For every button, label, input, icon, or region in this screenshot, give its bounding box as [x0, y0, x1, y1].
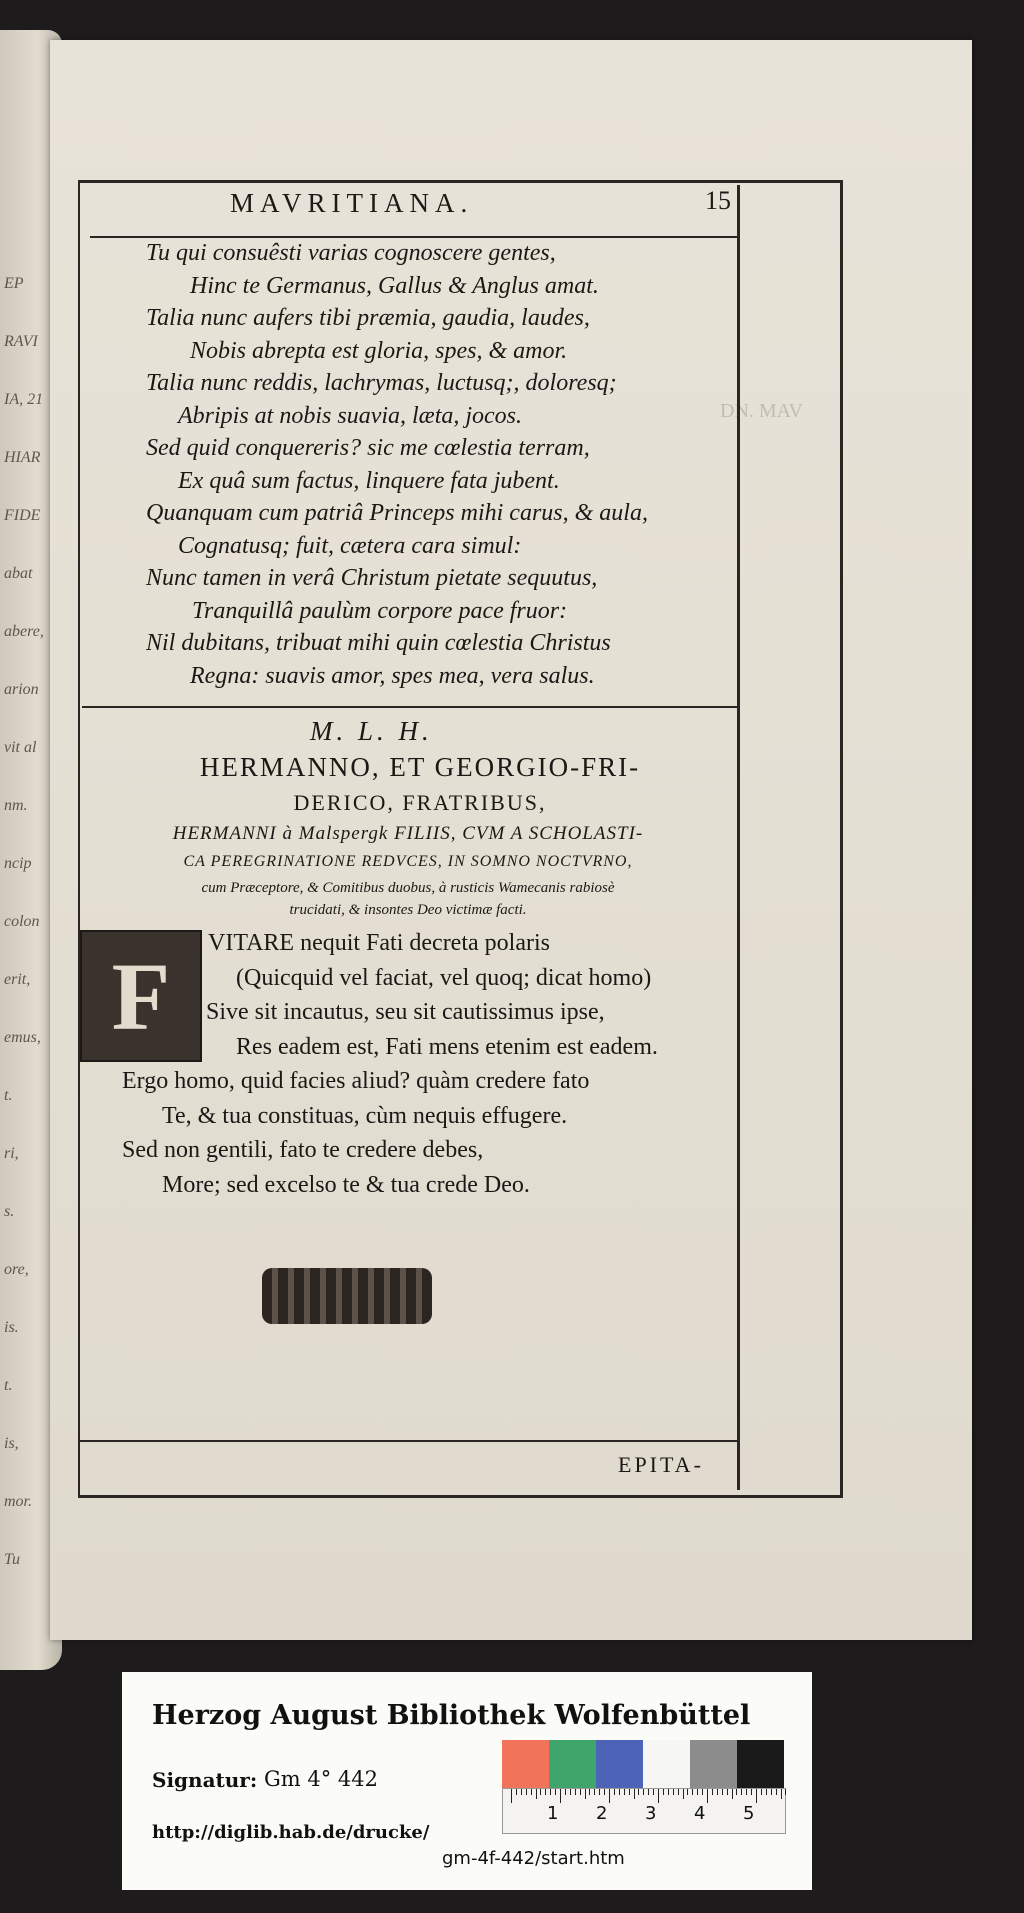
ruler-tick — [604, 1789, 605, 1795]
color-swatch — [549, 1740, 596, 1788]
ruler-tick — [781, 1789, 782, 1799]
ruler-tick — [756, 1789, 757, 1803]
dedication-line-4: CA PEREGRINATIONE REDVCES, IN SOMNO NOCTVRNO, — [183, 853, 633, 870]
ruler-tick — [687, 1789, 688, 1795]
ruler-tick — [511, 1789, 512, 1803]
ruler-tick — [580, 1789, 581, 1795]
poem-one-line: Talia nunc reddis, lachrymas, luctusq;, doloresq; — [146, 370, 617, 396]
ruler-tick — [540, 1789, 541, 1795]
left-page-fragment: colon — [4, 913, 40, 930]
ruler-tick — [516, 1789, 517, 1795]
ruler-tick — [678, 1789, 679, 1795]
ruler-tick — [771, 1789, 772, 1795]
ruler-tick — [732, 1789, 733, 1799]
section-divider — [82, 706, 738, 708]
ruler-tick — [712, 1789, 713, 1795]
ruler-tick — [609, 1789, 610, 1803]
ruler-tick — [727, 1789, 728, 1795]
dedication-line-6: trucidati, & insontes Deo victimæ facti. — [289, 902, 527, 918]
poem-two-line: Te, & tua constituas, cùm nequis effugere. — [162, 1102, 568, 1129]
url-line-2: gm-4f-442/start.htm — [442, 1848, 625, 1869]
ruler-tick — [785, 1789, 786, 1795]
ruler-tick — [560, 1789, 561, 1803]
ruler-tick — [594, 1789, 595, 1795]
ruler-number: 4 — [694, 1803, 706, 1824]
poem-two-line: Res eadem est, Fati mens etenim est eadem. — [236, 1033, 658, 1060]
left-page-fragment: HIAR — [4, 449, 41, 466]
poem-two-line: Sive sit incautus, seu sit cautissimus ipse, — [206, 999, 605, 1025]
left-page-fragment: Tu — [4, 1551, 21, 1568]
ruler-tick — [751, 1789, 752, 1795]
ruler-tick — [717, 1789, 718, 1795]
poem-one-line: Sed quid conquereris? sic me cœlestia terram, — [146, 435, 590, 461]
left-page-fragment: EP — [4, 275, 24, 292]
ruler-number: 5 — [743, 1803, 755, 1824]
ruler-tick — [741, 1789, 742, 1795]
poem-one-line: Ex quâ sum factus, linquere fata jubent. — [178, 467, 560, 494]
color-calibration-strip — [502, 1740, 784, 1788]
page-number: 15 — [705, 186, 731, 215]
ruler-tick — [521, 1789, 522, 1795]
ruler-tick — [653, 1789, 654, 1795]
bleed-through-text: DN. MAV — [720, 400, 803, 422]
ruler-tick — [746, 1789, 747, 1795]
left-page-fragment: t. — [4, 1377, 13, 1394]
left-page-fragment: IA, 21 — [4, 391, 44, 408]
left-page-fragment: abat — [4, 565, 33, 582]
poem-two-line: More; sed excelso te & tua crede Deo. — [162, 1171, 530, 1198]
ruler-tick — [683, 1789, 684, 1799]
ruler-tick — [638, 1789, 639, 1795]
ruler-tick — [536, 1789, 537, 1799]
poem-two-line: (Quicquid vel faciat, vel quoq; dicat homo) — [236, 964, 652, 991]
poem-one-line: Tranquillâ paulùm corpore pace fruor: — [192, 597, 568, 624]
url-line-1: http://diglib.hab.de/drucke/ — [152, 1822, 430, 1843]
ruler-tick — [555, 1789, 556, 1795]
left-page-fragment: is. — [4, 1319, 19, 1336]
color-swatch — [737, 1740, 784, 1788]
ruler-tick — [585, 1789, 586, 1799]
poem-one-line: Tu qui consuêsti varias cognoscere gentes, — [146, 240, 556, 266]
ruler-tick — [668, 1789, 669, 1795]
color-swatch — [502, 1740, 549, 1788]
poem-one-line: Regna: suavis amor, spes mea, vera salus. — [190, 662, 595, 689]
running-title: MAVRITIANA. — [230, 188, 474, 218]
color-swatch — [596, 1740, 643, 1788]
ruler-tick — [526, 1789, 527, 1795]
poem-one-line: Nobis abrepta est gloria, spes, & amor. — [190, 337, 568, 364]
poem-one-line: Cognatusq; fuit, cætera cara simul: — [178, 532, 522, 559]
left-page-fragment: is, — [4, 1435, 19, 1452]
dedication-initials: M. L. H. — [310, 716, 433, 746]
frame-inner-rule — [737, 185, 740, 1490]
poem-one-line: Nunc tamen in verâ Christum pietate sequutus, — [146, 565, 598, 591]
ruler-tick — [629, 1789, 630, 1795]
footer-rule — [80, 1440, 738, 1442]
ruler-number: 3 — [645, 1803, 657, 1824]
library-name: Herzog August Bibliothek Wolfenbüttel — [152, 1700, 751, 1731]
left-page-fragment: mor. — [4, 1493, 33, 1510]
poem-one-line: Abripis at nobis suavia, læta, jocos. — [178, 402, 523, 429]
signatur-value: Gm 4° 442 — [264, 1767, 378, 1791]
ruler-tick — [766, 1789, 767, 1795]
left-page-fragment: ri, — [4, 1145, 19, 1162]
ruler-number: 2 — [596, 1803, 608, 1824]
left-page-fragment: ore, — [4, 1261, 29, 1278]
signatur-label: Signatur: — [152, 1768, 258, 1792]
left-page-fragment: arion — [4, 681, 39, 698]
ruler-tick — [707, 1789, 708, 1803]
ruler-tick — [761, 1789, 762, 1795]
poem-two-line: Sed non gentili, fato te credere debes, — [122, 1137, 484, 1163]
left-page-fragment: s. — [4, 1203, 15, 1220]
poem-one-line: Quanquam cum patriâ Princeps mihi carus, & aula, — [146, 500, 648, 526]
poem-two-line: Ergo homo, quid facies aliud? quàm credere fato — [122, 1068, 590, 1094]
poem-one-line: Hinc te Germanus, Gallus & Anglus amat. — [190, 272, 599, 299]
left-page-fragment: vit al — [4, 739, 37, 756]
ruler-tick — [663, 1789, 664, 1795]
ruler-tick — [692, 1789, 693, 1795]
dedication-line-5: cum Præceptore, & Comitibus duobus, à rusticis Wamecanis rabiosè — [201, 880, 615, 896]
printers-ornament — [262, 1268, 432, 1324]
ruler-tick — [702, 1789, 703, 1795]
poem-one-line: Nil dubitans, tribuat mihi quin cœlestia Christus — [146, 630, 611, 656]
catchword: EPITA- — [618, 1452, 704, 1477]
left-page-fragment: t. — [4, 1087, 13, 1104]
left-page-fragment: abere, — [4, 623, 44, 640]
dedication-line-2: DERICO, FRATRIBUS, — [293, 790, 547, 815]
ruler-tick — [531, 1789, 532, 1795]
ruler-tick — [545, 1789, 546, 1795]
ruler-tick — [634, 1789, 635, 1799]
left-page-fragment: nm. — [4, 797, 28, 814]
ruler-tick — [570, 1789, 571, 1795]
ruler-tick — [643, 1789, 644, 1795]
left-page-fragment: emus, — [4, 1029, 41, 1046]
measurement-ruler — [502, 1788, 786, 1834]
ruler-number: 1 — [547, 1803, 559, 1824]
left-page-fragment: erit, — [4, 971, 31, 988]
left-page-fragment: RAVI — [4, 333, 38, 350]
ruler-tick — [575, 1789, 576, 1795]
ruler-tick — [619, 1789, 620, 1795]
ruler-tick — [697, 1789, 698, 1795]
ruler-tick — [722, 1789, 723, 1795]
left-page-fragment: FIDE — [4, 507, 41, 524]
dedication-line-3: HERMANNI à Malspergk FILIIS, CVM A SCHOLASTI- — [172, 823, 644, 844]
color-swatch — [643, 1740, 690, 1788]
ruler-tick — [550, 1789, 551, 1795]
ruler-tick — [776, 1789, 777, 1795]
ruler-tick — [736, 1789, 737, 1795]
ruler-tick — [624, 1789, 625, 1795]
header-rule — [90, 236, 738, 238]
ruler-tick — [673, 1789, 674, 1795]
dedication-line-1: HERMANNO, ET GEORGIO-FRI- — [199, 752, 641, 782]
color-swatch — [690, 1740, 737, 1788]
ruler-tick — [614, 1789, 615, 1795]
ruler-tick — [658, 1789, 659, 1803]
ruler-tick — [599, 1789, 600, 1795]
ruler-tick — [589, 1789, 590, 1795]
left-page-fragment: ncip — [4, 855, 32, 872]
poem-two-line: VITARE nequit Fati decreta polaris — [208, 930, 550, 956]
poem-one-line: Talia nunc aufers tibi præmia, gaudia, laudes, — [146, 305, 590, 331]
ruler-tick — [565, 1789, 566, 1795]
decorated-initial: F — [80, 930, 202, 1062]
ruler-tick — [648, 1789, 649, 1795]
